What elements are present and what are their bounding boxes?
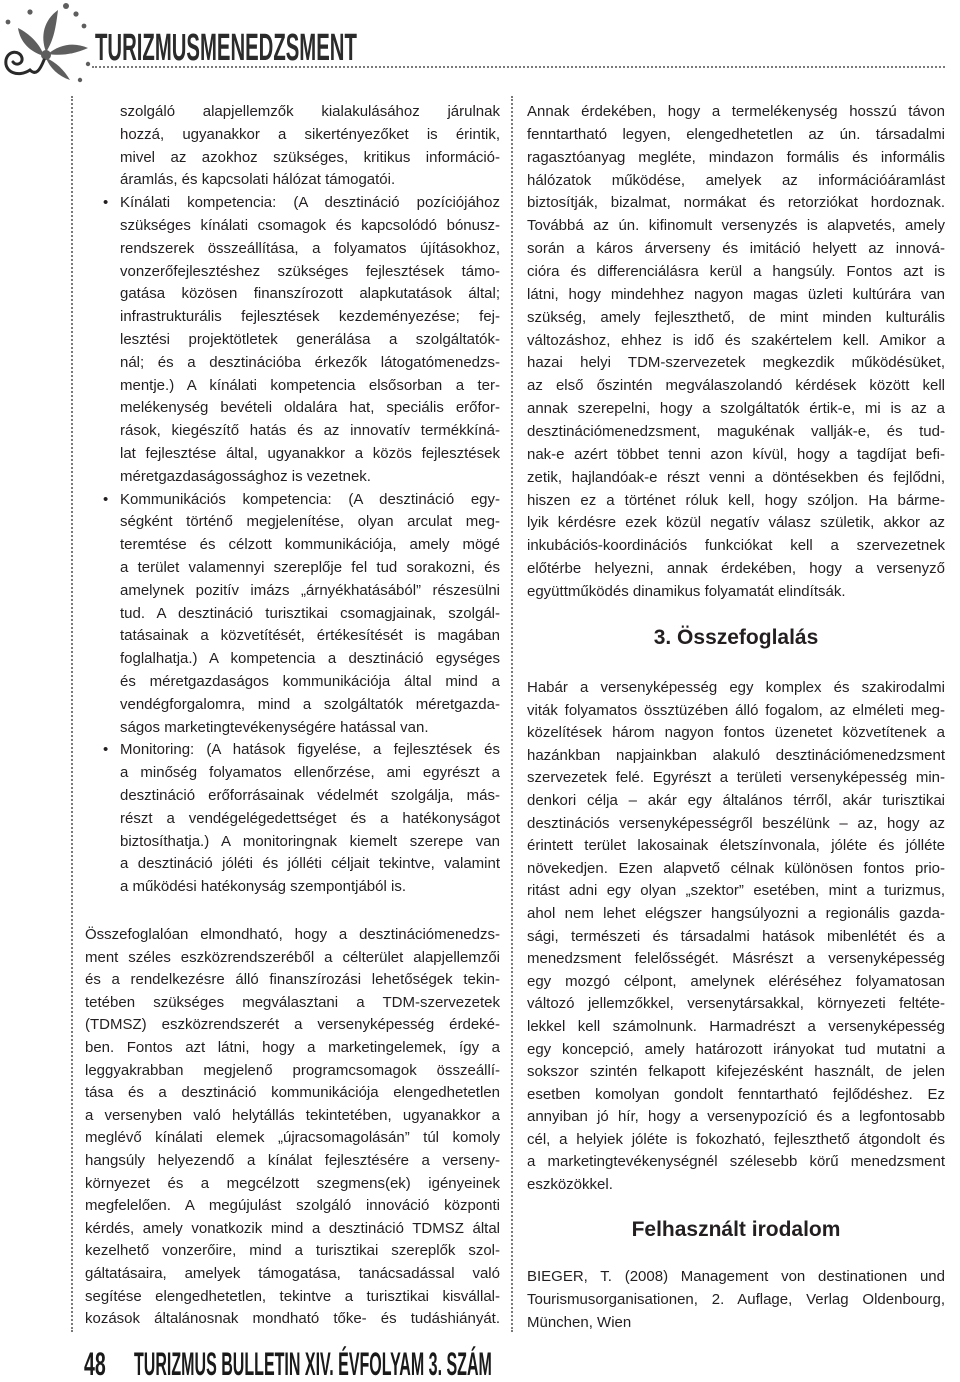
text-line: előtérbe helyezni, annak érdekében, hogy a versenyző — [527, 560, 945, 578]
text-line: denkori célja – akár egy általános térről, akár turisztikai — [527, 791, 945, 809]
text-line: annyiban jó hír, hogy a versenypozíció és a legfontosabb — [527, 1108, 945, 1126]
text-line: a versenyben való helytállás tekintetében, ugyanakkor a — [85, 1106, 500, 1124]
text-line: ahol nem lehet elégszer hangsúlyozni a regionális gazda- — [527, 904, 945, 922]
left-dotted-rule — [71, 96, 73, 1332]
running-header — [95, 28, 357, 68]
bullet-item-text — [120, 101, 500, 192]
text-line: szükséges kínálati csomagok és kapcsolódó bónusz- — [120, 216, 500, 234]
text-line: lesztési projektötletek generálása a szolgáltatók- — [120, 330, 500, 348]
text-line: tatásainak a közvetítését, értékesítését is magában — [120, 627, 500, 645]
text-line: mentje.) A kínálati kompetencia elsősorban a ter- — [120, 376, 500, 394]
text-line: hozzá, ugyanakkor a sikertényezőket is érintik, — [120, 125, 500, 143]
text-line: vendégforgalomra, mind a szolgáltatók méretgazda- — [120, 695, 500, 713]
text-line: hálózatok működése, amelyek az információáramlást — [527, 171, 945, 189]
text-line: Annak érdekében, hogy a termelékenység hosszú távon — [527, 103, 945, 120]
text-line: változó jellemzőkkel, versenytársakkal, környezeti feltéte- — [527, 995, 945, 1013]
text-line: meglévő kínálati elemek „újracsomagolásán” túl komoly — [85, 1129, 500, 1147]
text-line: biztosíthatja.) A monitoringnak kiemelt szerepe van — [120, 832, 500, 850]
text-line: látni, hogy mindehhez nagyon magas üzleti kultúrára van — [527, 285, 945, 303]
text-line: a minőség folyamatos ellenőrzése, ami egyrészt a — [120, 764, 500, 782]
text-line: áramlás, és kapcsolati hálózat támogatói. — [120, 171, 396, 189]
text-line: a működési hatékonyság szempontjából is. — [120, 878, 406, 896]
text-line: biztosítják, bizalmat, normákat és retorziókat hordoznak. — [527, 194, 945, 212]
left-column-bullet-list — [85, 101, 500, 899]
text-line: egy mozgó célpont, amelynek eléréséhez folyamatosan — [527, 972, 945, 990]
text-line: szolgáló alapjellemzők kialakulásához járulnak — [120, 103, 500, 120]
text-line: a terület valamennyi szereplője fel tud sorakozni, és — [120, 558, 500, 576]
text-line: teremtése és célzott kommunikációja, amely mögé — [120, 536, 500, 554]
bullet-marker: • — [103, 194, 109, 212]
text-line: esetben komolyan gondolt fenntartható fejlődéshez. Ez — [527, 1085, 945, 1103]
text-line: ben. Fontos azt látni, hogy a marketingelemek, így a — [85, 1038, 500, 1056]
text-line: melékenység bevételi oldalára hat, speciális erőfor- — [120, 399, 500, 417]
running-header-title: TURIZMUSMENEDZSMENT — [95, 27, 357, 69]
text-line: egy koncepció, amely határozott irányokat tud mutatni a — [527, 1040, 945, 1058]
bullet-item-text — [120, 489, 500, 740]
text-line: Továbbá az ún. kifinomult versenyzés is alapvetés, amely — [527, 217, 945, 235]
intro-paragraph — [527, 101, 945, 604]
text-line: és a rendelkezésre álló finanszírozási lehetőségek tekin- — [85, 971, 500, 989]
text-line: kérdés, amely vonatkozik mind a desztináció TDMSZ által — [85, 1219, 500, 1237]
bullet-item-text — [120, 192, 500, 488]
text-line: lyik kérdésre ezek közül negatív válasz születik, akkor az — [527, 514, 945, 532]
text-line: ment széles eszközrendszeréből a célterület alapjellemzői — [85, 948, 500, 966]
text-line: viták folyamatos össztüzében álló fogalom, az elméleti meg- — [527, 701, 945, 719]
text-line: hiszen ez a történet róluk kell, hogy szóljon. Ha bárme- — [527, 491, 945, 509]
bullet-item-text — [120, 739, 500, 899]
text-line: gáltatásaira, amelyek támogatása, tanácsadással való — [85, 1264, 500, 1282]
text-line: zetik, hajlandóak-e részt venni a döntésekben és fejlődni, — [527, 468, 945, 486]
text-line: Monitoring: (A hatások figyelése, a fejlesztések és — [120, 741, 500, 759]
summary-paragraph — [85, 924, 500, 1331]
text-line: gatása közösen finanszírozott alapkutatások által; — [120, 285, 500, 303]
text-line: részt a vendégelégedettséget és a hatékonyságot — [120, 809, 500, 827]
page-number — [84, 1346, 106, 1382]
text-line: szükség, amely fejleszthető, de mint minden kulturális — [527, 308, 945, 326]
text-line: a marketingtevékenységnél szélesebb körű menedzsment — [527, 1153, 945, 1171]
footer-publication — [134, 1346, 492, 1382]
text-line: desztinációmenedzsment, magukénak vallják-e, és tud- — [527, 423, 945, 441]
text-line: nál; és a desztinációba érkezők látogatómenedzs- — [120, 353, 500, 371]
text-line: desztináció erőforrásainak védelmét szolgálja, más- — [120, 786, 500, 804]
text-line: rendszerek összeállítása, a folyamatos újításokhoz, — [120, 239, 500, 257]
text-line: desztinációs versenyképességről beszélünk – az, hogy az — [527, 814, 945, 832]
text-line: cél, a helyiek jóléte is fokozható, fejleszthető átgondolt és — [527, 1130, 945, 1148]
text-line: változáshoz, ehhez is idő és szakértelem kell. Amikor a — [527, 331, 945, 349]
conclusion-paragraph — [527, 677, 945, 1197]
text-line: során a káros árverseny és imitáció helyett az innová- — [527, 240, 945, 258]
column-divider-rule — [511, 96, 513, 1332]
text-line: nak-e azért többet tenni azon kívül, hogy a tagdíjat befi- — [527, 445, 945, 463]
text-line: eszközökkel. — [527, 1176, 613, 1194]
text-line: hazánkban napjainkban alakuló desztinációmenedzsment — [527, 746, 945, 764]
text-line: mivel az azokhoz szükséges, kritikus információ- — [120, 148, 500, 166]
text-line: segítése elengedhetetlen, tekintve a turisztikai kisvállal- — [85, 1287, 500, 1305]
text-line: foglalhatja.) A kompetencia a desztináció egységes — [120, 650, 500, 668]
text-line: Habár a versenyképesség egy komplex és szakirodalmi — [527, 679, 945, 696]
reference-entry — [527, 1265, 945, 1334]
text-line: inkubációs-koordinációs funkciókat kell a szervezetnek — [527, 537, 945, 555]
text-line: lekkel kell számolnunk. Harmadrészt a versenyképesség — [527, 1017, 945, 1035]
text-line: ságos marketingtevékenységére hatással van. — [120, 718, 429, 736]
text-line: amelynek pozitív imázs „árnyékhatásából” részesülni — [120, 581, 500, 599]
bullet-item-supply-competence — [85, 192, 500, 488]
text-line: sokszor szintén felkapott kifejezésként használt, de jelen — [527, 1063, 945, 1081]
text-line: kozások általánosnak mondható tőke- és tudáshiányát. — [85, 1310, 500, 1328]
text-line: tetében szükséges megválasztani a TDM-szervezetek — [85, 993, 500, 1011]
text-line: menedzsment felelősségét. Másrészt a versenyképesség — [527, 950, 945, 968]
bullet-item-monitoring — [85, 739, 500, 899]
section-heading: 3. Összefoglalás — [653, 626, 819, 649]
text-line: leggyakrabban megjelenő programcsomagok összeállí- — [85, 1061, 500, 1079]
text-line: környezet és a megcélzott szegmens(ek) igényeinek — [85, 1174, 500, 1192]
text-line: megfelelően. A megújulást szolgáló innováció központi — [85, 1197, 500, 1215]
text-line: ségként történő megjelenítése, olyan arculat meg- — [120, 513, 500, 531]
text-line: tása és a desztináció kommunikációja elengedhetetlen — [85, 1084, 500, 1102]
text-line: együttműködés dinamikus folyamatát elindítsák. — [527, 583, 846, 601]
bullet-item-communication-competence — [85, 489, 500, 740]
text-line: rások, kiegészítő hatás és az innovatív termékkíná- — [120, 422, 500, 440]
header-dotted-rule — [92, 66, 945, 68]
text-line: lat fejlesztése által, ugyanakkor a közös fejlesztések — [120, 444, 500, 462]
text-line: München, Wien — [527, 1314, 632, 1331]
bullet-marker: • — [103, 490, 109, 508]
text-line: hazai helyi TDM-szervezetek megkezdik működésüket, — [527, 354, 945, 372]
text-line: és méretgazdaságos kommunikációja által mind a — [120, 672, 500, 690]
text-line: növekedjen. Ezen alapvető célnak különösen fontos prio- — [527, 859, 945, 877]
folk-ornament-icon — [0, 0, 92, 92]
text-line: hangsúly helyezendő a kínálat fejlesztésére a verseny- — [85, 1151, 500, 1169]
text-line: fenntartható legyen, elengedhetetlen az ún. társadalmi — [527, 125, 945, 143]
text-line: méretgazdaságossághoz is vezetnek. — [120, 467, 371, 485]
text-line: Összefoglalóan elmondható, hogy a desztinációmenedzs- — [85, 926, 500, 943]
text-line: cióra és differenciálásra kerül a hangsúly. Fontos azt is — [527, 263, 945, 281]
text-line: a desztináció jóléti és jólléti céljait tekintve, valamint — [120, 855, 500, 873]
text-line: ritást adni egy olyan „szektor” esetében, mint a turizmus, — [527, 882, 945, 900]
text-line: az első őszintén megválaszolandó kérdések között kell — [527, 377, 945, 395]
footer-publication-text: TURIZMUS BULLETIN XIV. ÉVFOLYAM 3. SZÁM — [134, 1346, 492, 1382]
text-line: Kínálati kompetencia: (A desztináció pozíciójához — [120, 194, 500, 212]
text-line: szervezetek felé. Egyrészt a területi versenyképesség min- — [527, 769, 945, 787]
text-line: (TDMSZ) eszközrendszerét a versenyképesség érdeké- — [85, 1016, 500, 1034]
text-line: infrastrukturális fejlesztések kezdeményezése; fej- — [120, 308, 500, 326]
text-line: vonzerőfejlesztéshez szükséges fejlesztések támo- — [120, 262, 500, 280]
text-line: sági, természeti és társadalmi hatások mibenlétét és a — [527, 927, 945, 945]
references-heading: Felhasznált irodalom — [631, 1218, 841, 1241]
text-line: érintett terület lakosainak életszínvonala, jóléte és jólléte — [527, 837, 945, 855]
text-line: BIEGER, T. (2008) Management von destinationen und — [527, 1268, 945, 1285]
bullet-item-continued — [85, 101, 500, 192]
text-line: közelítések három nagyon fontos üzenetet közvetítenek a — [527, 724, 945, 742]
text-line: kezelhető vonzerőire, mind a turisztikai szereplők szol- — [85, 1242, 500, 1260]
text-line: Tourismusorganisationen, 2. Auflage, Verlag Oldenbourg, — [527, 1291, 945, 1308]
text-line: annak szerepelni, hogy a szolgáltatók értik-e, mi is az a — [527, 400, 945, 418]
text-line: Kommunikációs kompetencia: (A desztináció egy- — [120, 490, 500, 508]
bullet-marker: • — [103, 741, 109, 759]
text-line: tud. A desztináció turisztikai csomagjainak, szolgál- — [120, 604, 500, 622]
text-line: ragasztóanyag megléte, mindazon formális és informális — [527, 148, 945, 166]
page-number-text: 48 — [84, 1346, 106, 1382]
